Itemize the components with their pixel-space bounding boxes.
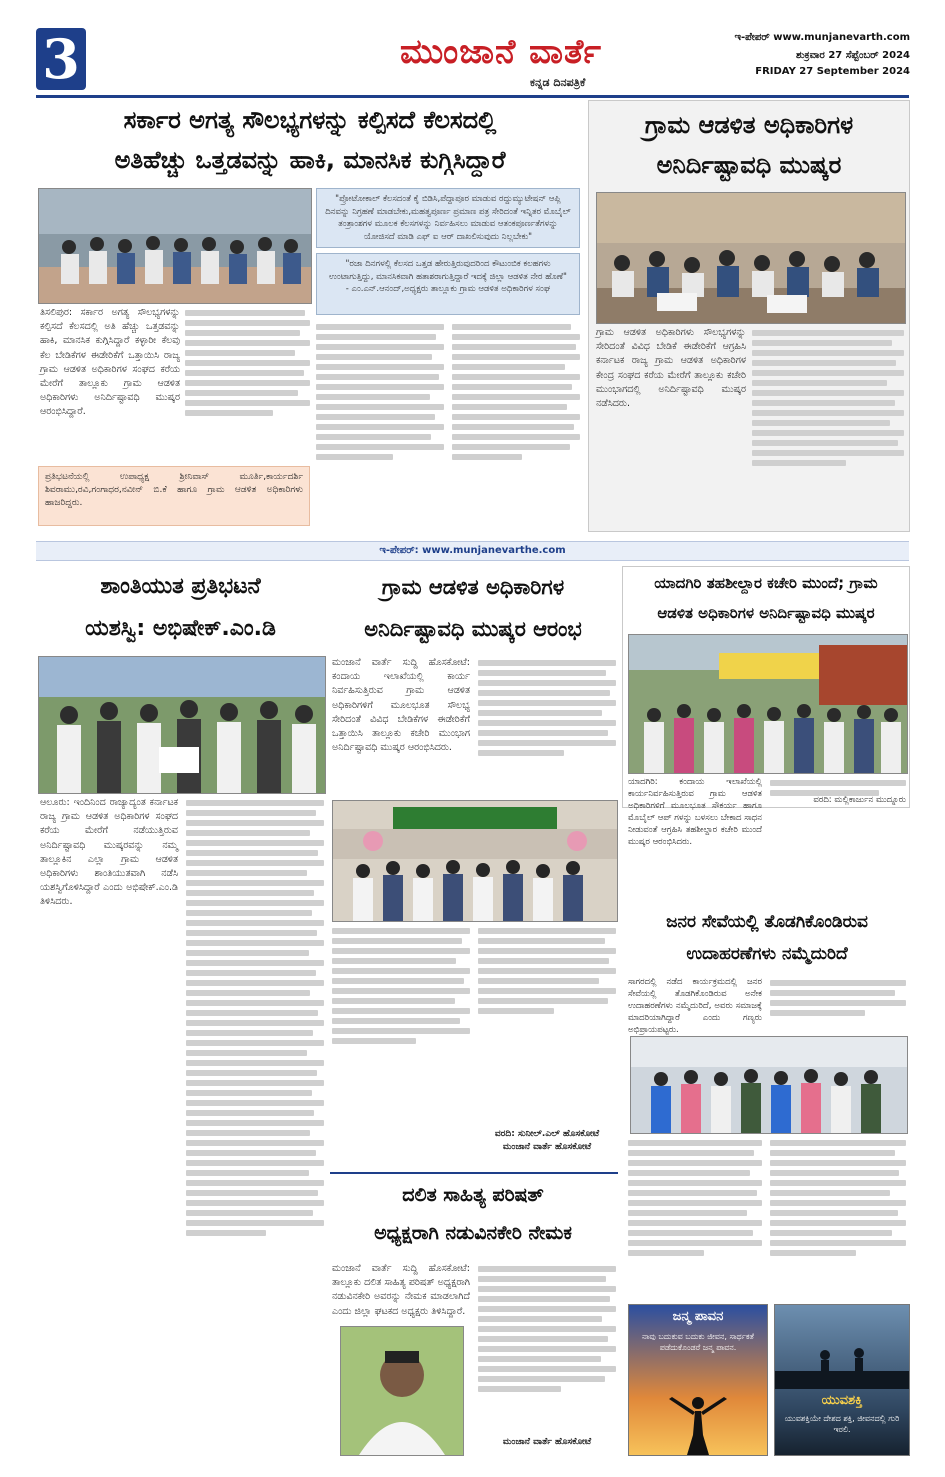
a4-headline-line2: ಅನಿರ್ದಿಷ್ಟಾವಧಿ ಮುಷ್ಕರ ಆರಂಭ xyxy=(364,617,582,641)
photo-placeholder-icon xyxy=(629,635,907,773)
epaper-divider-label[interactable]: ಇ-ಪೇಪರ್: www.munjanevarthe.com xyxy=(379,545,566,556)
a1-body-col4 xyxy=(452,320,580,520)
a1-body-col2 xyxy=(185,306,310,464)
a5-headline-line1: ಯಾದಗಿರಿ ತಹಶೀಲ್ದಾರ ಕಚೇರಿ ಮುಂದೆ; ಗ್ರಾಮ xyxy=(654,574,878,592)
a3-headline-line1: ಶಾಂತಿಯುತ ಪ್ರತಿಭಟನೆ xyxy=(100,574,261,599)
a2-protest-photo xyxy=(596,192,906,324)
a3-photo xyxy=(38,656,326,794)
a5-signoff: ವರದಿ: ಮಲ್ಲಿಕಾರ್ಜುನ ಮುದ್ನೂರು xyxy=(813,795,906,805)
a2-body-col2 xyxy=(752,326,904,526)
a6-body-col2 xyxy=(770,976,906,1032)
a6-body-col1: ಸಾಗರದಲ್ಲಿ ನಡೆದ ಕಾರ್ಯಕ್ರಮದಲ್ಲಿ ಜನರ ಸೇವೆಯಲ್ಲಿ ತೊಡಗಿಕೊಂಡಿರುವ ಅನೇಕ ಉದಾಹರಣೆಗಳು ನಮ್ಮೆದುರಿದೆ, ಅವರು ಸಮಾಜಕ್ಕೆ ಮಾದರಿಯಾಗಿದ್ದಾರೆ ಎಂದು ಗಣ್ಯರು ಅಭಿಪ್ರಾಯಪಟ್ಟರು. xyxy=(628,977,762,1035)
a4-headline-line1: ಗ್ರಾಮ ಆಡಳಿತ ಅಧಿಕಾರಿಗಳ xyxy=(381,575,565,599)
photo-placeholder-icon xyxy=(333,801,617,921)
youth-silhouette-icon xyxy=(775,1309,909,1389)
a4-signoff: ವರದಿ: ಸುನೀಲ್.ಎಲ್ ಹೊಸಕೋಟೆ ಮಂಜಾನೆ ವಾರ್ತೆ ಹೊಸಕೋಟೆ xyxy=(494,1129,600,1152)
a6-body-col3 xyxy=(628,1136,762,1296)
page-number: 3 xyxy=(42,27,80,91)
a7-body-col2 xyxy=(478,1262,616,1432)
a2-body-col1: ಗ್ರಾಮ ಆಡಳಿತ ಅಧಿಕಾರಿಗಳು ಸೌಲಭ್ಯಗಳನ್ನು ಸೇರಿದಂತೆ ವಿವಿಧ ಬೇಡಿಕೆ ಈಡೇರಿಕೆಗೆ ಆಗ್ರಹಿಸಿ ಕರ್ನಾಟಕ ರಾಜ್ಯ ಗ್ರಾಮ ಆಡಳಿತ ಅಧಿಕಾರಿಗಳ ಕೇಂದ್ರ ಸಂಘದ ಕರೆಯ ಮೇರೆಗೆ ತಾಲ್ಲೂಕು ಕಚೇರಿ ಮುಂಭಾಗದಲ್ಲಿ ಅನಿರ್ದಿಷ್ಟಾವಧಿ ಮುಷ್ಕರ ನಡೆಸಿದರು. xyxy=(596,327,746,410)
a5-body-col2 xyxy=(770,776,906,794)
a7-portrait-photo xyxy=(340,1326,464,1456)
a2-headline xyxy=(590,105,908,187)
epaper-divider xyxy=(36,541,909,561)
a1-protest-photo xyxy=(38,188,312,304)
epaper-url[interactable]: ಇ-ಪೇಪರ್ www.munjanevarth.com xyxy=(734,32,910,43)
a1-headline xyxy=(40,100,580,182)
a5-headline xyxy=(624,568,908,630)
a1-caption-box xyxy=(38,466,310,526)
ad-janma-pavana xyxy=(628,1304,768,1456)
photo-placeholder-icon xyxy=(631,1037,907,1133)
a6-body-col4 xyxy=(770,1136,906,1296)
a3-body-col1: ಆಲೂರು: ಇಂದಿನಿಂದ ರಾಜ್ಯಾದ್ಯಂತ ಕರ್ನಾಟಕ ರಾಜ್ಯ ಗ್ರಾಮ ಆಡಳಿತ ಅಧಿಕಾರಿಗಳ ಸಂಘದ ಕರೆಯ ಮೇರೆಗೆ ನಡೆಯುತ್ತಿರುವ ಅನಿರ್ದಿಷ್ಟಾವಧಿ ಮುಷ್ಕರವನ್ನು ನಮ್ಮ ತಾಲ್ಲೂಕಿನ ಎಲ್ಲಾ ಗ್ರಾಮ ಆಡಳಿತ ಅಧಿಕಾರಿಗಳು ಶಾಂತಿಯುತವಾಗಿ ನಡೆಸಿ ಯಶಸ್ವಿಗೊಳಿಸಿದ್ದಾರೆ ಎಂದು ಅಭಿಷೇಕ್.ಎಂ.ಡಿ ತಿಳಿಸಿದರು. xyxy=(40,797,178,908)
a6-headline-line2: ಉದಾಹರಣೆಗಳು ನಮ್ಮೆದುರಿದೆ xyxy=(686,944,848,964)
page-number-badge xyxy=(36,28,86,90)
a5-photo xyxy=(628,634,908,774)
a5-body-col1: ಯಾದಗಿರಿ: ಕಂದಾಯ ಇಲಾಖೆಯಲ್ಲಿ ಕಾರ್ಯನಿರ್ವಹಿಸುತ್ತಿರುವ ಗ್ರಾಮ ಆಡಳಿತ ಅಧಿಕಾರಿಗಳಿಗೆ ಮೂಲಭೂತ ಸೌಕರ್ಯ ಹಾಗೂ ಮೊಬೈಲ್ ಆಪ್ ಗಳನ್ನು ಬಳಸಲು ಬೇಕಾದ ಸಾಧನ ನೀಡುವಂತೆ ಆಗ್ರಹಿಸಿ ತಹಶೀಲ್ದಾರ ಕಚೇರಿ ಮುಂದೆ ಮುಷ್ಕರ ಆರಂಭಿಸಿದರು. xyxy=(628,777,762,847)
a6-headline xyxy=(624,906,910,972)
photo-placeholder-icon xyxy=(341,1327,463,1455)
a4-headline xyxy=(328,566,618,652)
a7-headline xyxy=(328,1176,618,1256)
ad-yuvashakti xyxy=(774,1304,910,1456)
a4-body-col1: ಮಂಜಾನೆ ವಾರ್ತೆ ಸುದ್ದಿ ಹೊಸಕೋಟೆ: ಕಂದಾಯ ಇಲಾಖೆಯಲ್ಲಿ ಕಾರ್ಯ ನಿರ್ವಹಿಸುತ್ತಿರುವ ಗ್ರಾಮ ಆಡಳಿತ ಅಧಿಕಾರಿಗಳಿಗೆ ಮೂಲಭೂತ ಸೌಲಭ್ಯ ಸೇರಿದಂತೆ ವಿವಿಧ ಬೇಡಿಕೆಗಳ ಈಡೇರಿಕೆಗೆ ಒತ್ತಾಯಿಸಿ ತಾಲ್ಲೂಕು ಕಚೇರಿ ಮುಂಭಾಗ ಅನಿರ್ದಿಷ್ಟಾವಧಿ ಮುಷ್ಕರ ಆರಂಭಿಸಿದರು. xyxy=(332,657,470,754)
a4-photo xyxy=(332,800,618,922)
a6-photo xyxy=(630,1036,908,1134)
photo-placeholder-icon xyxy=(39,189,311,303)
a1-headline-line1: ಸರ್ಕಾರ ಅಗತ್ಯ ಸೌಲಭ್ಯಗಳನ್ನು ಕಲ್ಪಿಸದೆ ಕೆಲಸದಲ್ಲಿ xyxy=(123,106,497,134)
a4-body-col4 xyxy=(478,924,616,1044)
photo-placeholder-icon xyxy=(39,657,325,793)
a4-body-col2 xyxy=(478,656,616,796)
a5-headline-line2: ಆಡಳಿತ ಅಧಿಕಾರಿಗಳ ಅನಿರ್ದಿಷ್ಟಾವಧಿ ಮುಷ್ಕರ xyxy=(657,604,875,622)
a2-headline-line2: ಅನಿರ್ದಿಷ್ಟಾವಧಿ ಮುಷ್ಕರ xyxy=(656,151,842,179)
a1-body-col3 xyxy=(316,320,444,520)
a1-body-lead: ತಿಸಲಿಪುರ: ಸರ್ಕಾರ ಅಗತ್ಯ ಸೌಲಭ್ಯಗಳನ್ನು ಕಲ್ಪಿಸದೆ ಕೆಲಸದಲ್ಲಿ ಅತಿ ಹೆಚ್ಚು ಒತ್ತಡವನ್ನು ಹಾಕಿ, ಮಾನಸಿಕ ಕುಗ್ಗಿಸಿದ್ದಾರೆ ಕಳ್ಳಾರೀ ಕೆಲವು ಕೆಲ ಬೇಡಿಕೆಗಳ ಈಡೇರಿಕೆಗೆ ಒತ್ತಾಯಿಸಿ ರಾಜ್ಯ ಗ್ರಾಮ ಆಡಳಿತ ಅಧಿಕಾರಿಗಳ ಸಂಘದ ಕರೆಯ ಮೇರೆಗೆ ತಾಲ್ಲೂಕು ಗ್ರಾಮ ಆಡಳಿತ ಅಧಿಕಾರಿಗಳು ಅನಿರ್ದಿಷ್ಟಾವಧಿ ಮುಷ್ಕರ ಆರಂಭಿಸಿದ್ದಾರೆ. xyxy=(40,307,180,418)
date-english: FRIDAY 27 September 2024 xyxy=(755,66,910,77)
a7-top-rule xyxy=(330,1172,618,1174)
a7-headline-line1: ದಲಿತ ಸಾಹಿತ್ಯ ಪರಿಷತ್ xyxy=(402,1184,544,1206)
a2-headline-line1: ಗ್ರಾಮ ಆಡಳಿತ ಅಧಿಕಾರಿಗಳ xyxy=(644,111,854,139)
a3-headline xyxy=(38,566,323,652)
a3-body-col2 xyxy=(186,796,324,1446)
a3-headline-line2: ಯಶಸ್ವಿ: ಅಭಿಷೇಕ್.ಎಂ.ಡಿ xyxy=(85,616,276,641)
a7-body: ಮಂಜಾನೆ ವಾರ್ತೆ ಸುದ್ದಿ ಹೊಸಕೋಟೆ: ತಾಲ್ಲೂಕು ದಲಿತ ಸಾಹಿತ್ಯ ಪರಿಷತ್ ಅಧ್ಯಕ್ಷರಾಗಿ ನಡುವಿನಕೇರಿ ಅವರನ್ನು ನೇಮಕ ಮಾಡಲಾಗಿದೆ ಎಂದು ಜಿಲ್ಲಾ ಘಟಕದ ಅಧ್ಯಕ್ಷರು ತಿಳಿಸಿದ್ದಾರೆ. xyxy=(332,1263,470,1317)
ad-janma-text: ನಾವು ಬದುಕುವ ಬದುಕು ಜೀವನ, ಸಾರ್ಥಕತೆ ಪಡೆದುಕೊಂಡರೆ ಜನ್ಮ ಪಾವನ. xyxy=(642,1332,754,1352)
a7-signoff: ಮಂಜಾನೆ ವಾರ್ತೆ ಹೊಸಕೋಟೆ xyxy=(502,1437,592,1447)
a1-headline-line2: ಅತಿಹೆಚ್ಚು ಒತ್ತಡವನ್ನು ಹಾಕಿ, ಮಾನಸಿಕ ಕುಗ್ಗಿಸಿದ್ದಾರೆ xyxy=(114,146,506,174)
a6-headline-line1: ಜನರ ಸೇವೆಯಲ್ಲಿ ತೊಡಗಿಕೊಂಡಿರುವ xyxy=(666,912,868,932)
photo-placeholder-icon xyxy=(597,193,905,323)
a7-headline-line2: ಅಧ್ಯಕ್ಷರಾಗಿ ನಡುವಿನಕೇರಿ ನೇಮಕ xyxy=(374,1222,572,1244)
ad-yuva-title: ಯುವಶಕ್ತಿ xyxy=(821,1393,863,1408)
a1-quote-box-1: "ಪ್ರೋಟೋಕಾಲ್ ಕೆಲಸದಂತೆ ಕೈ ಬಿಡಿಸಿ,ಪೆದ್ದಾಪೂರ ಮಾಡುವ ರದ್ದುಮ್ಯುಟೇಷನ್ ಆಪ್ಲಿ ದಿನವನ್ನು ನಿಗ್ರಹಣೆ ಮಾಡಬೇಕು,ಮಹತ್ವಪೂರ್ಣ ಪ್ರಮಾಣ ಪತ್ರ ಸೇರಿದಂತೆ ಇನ್ನಿತರ ಮೊಬೈಲ್ ತಂತ್ರಾಂಶಗಳ ಮೂಲಕ ಕೆಲಸಗಳನ್ನು ನಿರ್ವಹಿಸಲು ಮಾಡುವ ಆತಂಕಪೂರ್ಣತೆಗಳನ್ನು ಯೋಜಿಸದೆ ಮಾಡಿ ಎಫ್ ಐ ಆರ್ ದಾಖಲಿಸುವುದು ನಿಲ್ಲಬೇಕು" xyxy=(316,188,580,248)
a1-caption: ಪ್ರತಿಭಟನೆಯಲ್ಲಿ ಉಪಾಧ್ಯಕ್ಷ ಶ್ರೀನಿವಾಸ್ ಮೂರ್ತಿ,ಕಾರ್ಯದರ್ಶಿ ಶಿವರಾಮು,ರವಿ,ಗಂಗಾಧರ,ನವೀನ್ ಬಿ.ಕೆ ಹಾಗೂ ಗ್ರಾಮ ಆಡಳಿತ ಅಧಿಕಾರಿಗಳು ಹಾಜರಿದ್ದರು. xyxy=(45,472,303,508)
ad-janma-title: ಜನ್ಮ ಪಾವನ xyxy=(672,1309,724,1324)
a4-body-col3 xyxy=(332,924,470,1074)
masthead-title: ಮುಂಜಾನೆ ವಾರ್ತೆ xyxy=(400,32,602,72)
masthead-rule xyxy=(36,95,909,98)
masthead-subtitle: ಕನ್ನಡ ದಿನಪತ್ರಿಕೆ xyxy=(530,76,586,89)
date-kannada: ಶುಕ್ರವಾರ 27 ಸೆಪ್ಟೆಂಬರ್ 2024 xyxy=(796,50,910,61)
person-silhouette-icon xyxy=(629,1395,767,1455)
ad-yuva-text: ಯುವಶಕ್ತಿಯೇ ದೇಶದ ಶಕ್ತಿ, ಜೀವನದಲ್ಲಿ ಗುರಿ ಇರಲಿ. xyxy=(784,1414,900,1434)
a1-quote-box-2: "ರಜಾ ದಿನಗಳಲ್ಲಿ ಕೆಲಸದ ಒತ್ತಡ ಹೇರುತ್ತಿರುವುದರಿಂದ ಕೌಟುಂಬಿಕ ಕಲಹಗಳು ಉಂಟಾಗುತ್ತಿದ್ದು, ಮಾನಸಿಕವಾಗಿ ಹತಾಶರಾಗುತ್ತಿದ್ದಾರೆ ಇದಕ್ಕೆ ಜಿಲ್ಲಾ ಆಡಳಿತ ನೇರ ಹೊಣೆ" - ಎಂ.ಎನ್.ಆನಂದ್,ಅಧ್ಯಕ್ಷರು ತಾಲ್ಲೂಕು ಗ್ರಾಮ ಆಡಳಿತ ಅಧಿಕಾರಿಗಳ ಸಂಘ xyxy=(316,253,580,315)
